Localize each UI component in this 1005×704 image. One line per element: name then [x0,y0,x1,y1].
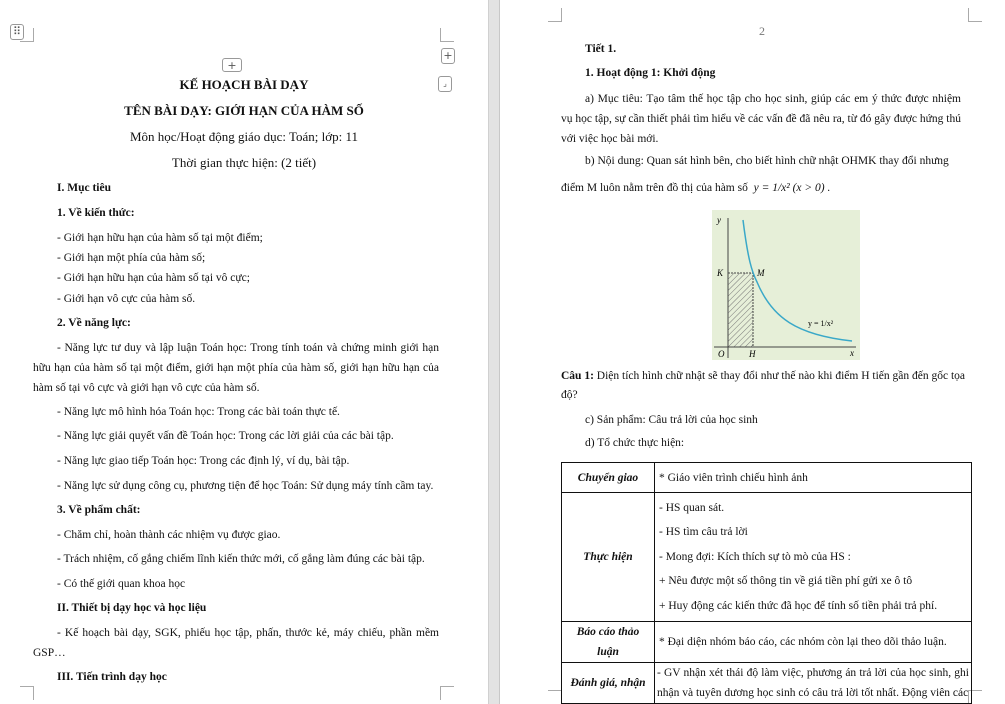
heading: 1. Về kiến thức: [57,207,135,219]
row-content [655,622,972,663]
list-item: - Chăm chỉ, hoàn thành các nhiệm vụ được giao. [57,529,281,541]
margin-corner [20,28,34,42]
heading: Tiết 1. [585,43,617,55]
table-row [562,622,972,663]
row-header: Đánh giá, nhận [562,663,655,704]
cell-line: + Huy động các kiến thức đã học để tính số tiền phải trả phí. [659,599,938,612]
graph-figure [712,210,860,360]
margin-corner [440,28,454,42]
resize-handle-icon[interactable]: ⌟ [438,76,452,92]
label-x: x [850,348,854,358]
activity-table [561,462,972,704]
paragraph-line [561,180,830,196]
time: Thời gian thực hiện: (2 tiết) [171,155,317,170]
list-item: - Giới hạn vô cực của hàm số. [57,293,196,305]
curve [743,220,852,341]
paragraph: b) Nội dung: Quan sát hình bên, cho biết hình chữ nhật OHMK thay đổi nhưng [585,155,949,167]
page-number: 2 [759,24,765,38]
paragraph: a) Mục tiêu: Tạo tâm thế học tập cho học sinh, giúp các em ý thức được nhiệm vụ học tập, sự cần thiết phải tìm hiểu về các vấn đề đã nêu ra, từ đó gây được hứng thú với việc học bài mới. [561,93,961,145]
heading: I. Mục tiêu [57,182,111,194]
row-header: Báo cáo thảo luận [562,622,655,663]
list-item: - Giới hạn một phía của hàm số; [57,252,206,264]
cell-line: - Mong đợi: Kích thích sự tò mò của HS : [659,550,851,563]
list-item: - Năng lực giải quyết vấn đề Toán học: Trong các lời giải của các bài tập. [57,430,394,442]
paragraph: - Năng lực tư duy và lập luận Toán học: Trong tính toán và chứng minh giới hạn hữu hạn của hàm số tại một điểm, giới hạn một phía của hàm số, giới hạn hữu hạn của hàm số tại vô cực và giới hạn vô cực của hàm số. [33,342,439,394]
title-2: TÊN BÀI DẠY: GIỚI HẠN CỦA HÀM SỐ [124,103,364,118]
table-row [562,493,972,622]
cell-line: - HS tìm câu trả lời [659,526,748,539]
heading: 1. Hoạt động 1: Khởi động [585,67,716,79]
label-m: M [757,268,765,278]
row-content [655,493,972,622]
list-item: - Giới hạn hữu hạn của hàm số tại vô cực; [57,272,250,284]
question-1 [561,367,971,405]
cell-line: * Giáo viên trình chiếu hình ảnh [659,471,808,484]
label-k: K [717,268,724,278]
margin-corner [968,8,982,22]
paragraph: - Kế hoạch bài dạy, SGK, phiếu học tập, phấn, thước kẻ, máy chiếu, phần mềm GSP… [33,627,439,659]
add-row-icon[interactable]: + [222,58,242,72]
list-item: - Có thế giới quan khoa học [57,578,186,590]
paragraph: d) Tổ chức thực hiện: [585,437,685,449]
list-item: - Trách nhiệm, cố gắng chiếm lĩnh kiến thức mới, cố gắng làm đúng các bài tập. [57,553,425,565]
title-1: KẾ HOẠCH BÀI DẠY [179,77,309,92]
margin-corner [548,8,562,22]
cell-line: - HS quan sát. [659,501,725,514]
list-item: - Năng lực mô hình hóa Toán học: Trong các bài toán thực tế. [57,406,340,418]
row-header: Thực hiện [562,493,655,622]
table-row [562,663,972,704]
margin-corner [20,686,34,700]
heading: II. Thiết bị dạy học và học liệu [57,602,207,614]
row-content [655,663,972,704]
heading: III. Tiến trình dạy học [57,671,167,683]
table-row [562,463,972,493]
paragraph: c) Sản phẩm: Câu trả lời của học sinh [585,414,758,426]
label-y: y [717,215,721,225]
row-header: Chuyển giao [562,463,655,493]
table-move-handle-icon[interactable]: ⠿ [10,24,24,40]
add-column-icon[interactable]: + [441,48,455,64]
heading: 3. Về phẩm chất: [57,504,141,516]
subject: Môn học/Hoạt động giáo dục: Toán; lớp: 11 [129,129,359,144]
cell-line: + Nêu được một số thông tin về giá tiền phí gửi xe ô tô [659,575,913,588]
cell-line: * Đại diện nhóm báo cáo, các nhóm còn lại theo dõi thảo luận. [659,636,947,648]
margin-corner [548,690,562,704]
margin-corner [440,686,454,700]
row-content [655,463,972,493]
heading: 2. Về năng lực: [57,317,131,329]
formula: y = 1/x² (x > 0) . [753,182,831,194]
question-label: Câu 1: [561,370,594,382]
list-item: - Năng lực sử dụng công cụ, phương tiện để học Toán: Sử dụng máy tính cầm tay. [57,480,434,492]
cell-line: - GV nhận xét thái độ làm việc, phương án trả lời của học sinh, ghi nhận và tuyên dương học sinh có câu trả lời tốt nhất. Động viên các [657,667,969,699]
list-item: - Giới hạn hữu hạn của hàm số tại một điểm; [57,232,263,244]
function-graph [712,210,860,360]
list-item: - Năng lực giao tiếp Toán học: Trong các định lý, ví dụ, bài tập. [57,455,350,467]
question-text: Diện tích hình chữ nhật sẽ thay đổi như thế nào khi điểm H tiến gần đến gốc tọa độ? [561,370,966,401]
page-gap [488,0,500,704]
rectangle-ohmk [728,273,753,347]
document-page-1 [0,0,488,704]
label-h: H [749,349,756,359]
curve-equation: y = 1/x² [808,319,834,328]
paragraph-text: điểm M luôn nằm trên đồ thị của hàm số [561,182,748,194]
label-o: O [718,349,725,359]
